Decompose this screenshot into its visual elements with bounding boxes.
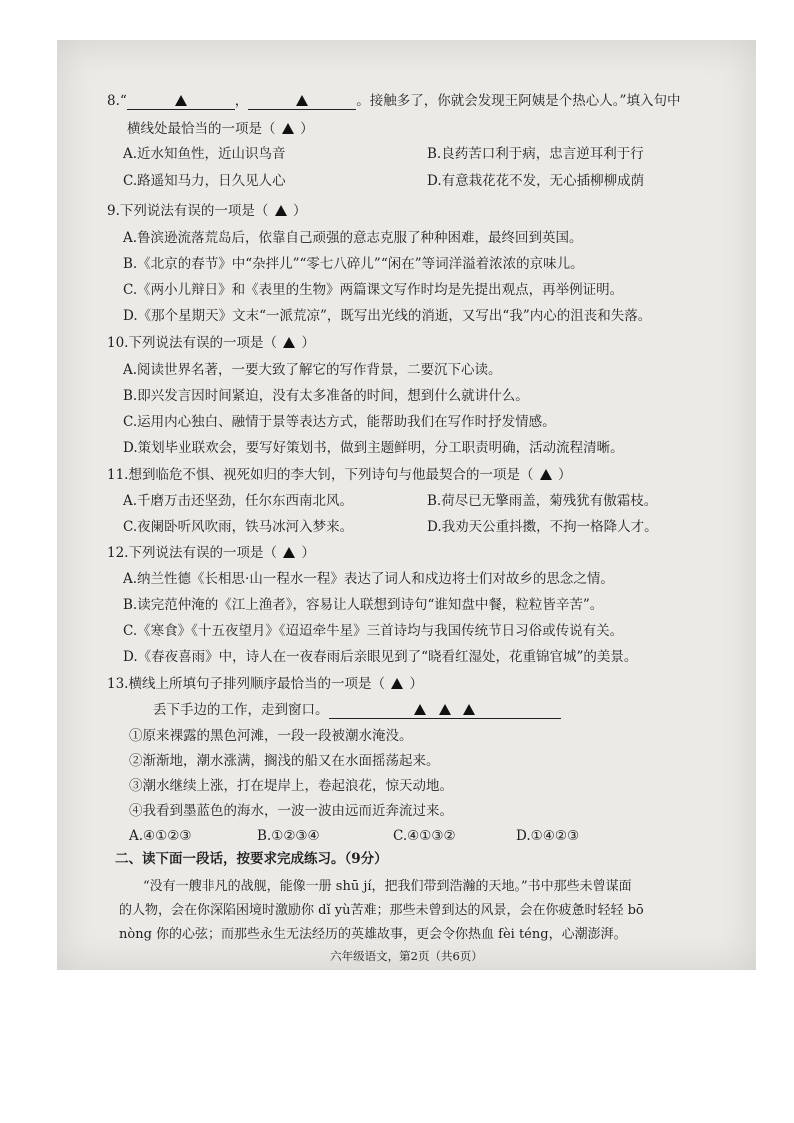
q11-option-d: D.我劝天公重抖擞，不拘一格降人才。 [427, 519, 658, 535]
q12-option-c: C.《寒食》《十五夜望月》《迢迢牵牛星》三首诗均与我国传统节日习俗或传说有关。 [123, 623, 624, 639]
triangle-icon [414, 704, 426, 715]
q10-option-c: C.运用内心独白、融情于景等表达方式，能帮助我们在写作时抒发情感。 [123, 414, 556, 430]
triangle-icon [175, 95, 187, 106]
q13-option-b: B.①②③④ [257, 828, 320, 844]
triangle-icon [296, 95, 308, 106]
section2-heading: 二、读下面一段话，按要求完成练习。（9分） [115, 851, 388, 867]
triangle-icon [463, 704, 475, 715]
q9-option-a: A.鲁滨逊流落荒岛后，依靠自己顽强的意志克服了种种困难，最终回到英国。 [123, 230, 583, 246]
q10-option-d: D.策划毕业联欢会，要写好策划书，做到主题鲜明，分工职责明确，活动流程清晰。 [123, 440, 624, 456]
q13-sentence-1: ①原来裸露的黑色河滩，一段一段被潮水淹没。 [129, 728, 413, 744]
q11-option-b: B.荷尽已无擎雨盖，菊残犹有傲霜枝。 [427, 493, 658, 509]
q13-option-c: C.④①③② [393, 828, 456, 844]
q13-sentence-3: ③潮水继续上涨，打在堤岸上，卷起浪花，惊天动地。 [129, 778, 453, 794]
q9-stem: 9.下列说法有误的一项是（ ） [107, 203, 307, 219]
q12-option-b: B.读完范仲淹的《江上渔者》，容易让人联想到诗句“谁知盘中餐，粒粒皆辛苦”。 [123, 597, 604, 613]
page-content [57, 40, 756, 970]
q12-stem: 12.下列说法有误的一项是（ ） [107, 545, 316, 561]
q8-option-d: D.有意栽花花不发，无心插柳柳成荫 [427, 173, 645, 189]
q12-option-a: A.纳兰性德《长相思·山一程水一程》表达了词人和戍边将士们对故乡的思念之情。 [123, 571, 614, 587]
q10-stem: 10.下列说法有误的一项是（ ） [107, 335, 316, 351]
q8-stem-2: 横线处最恰当的一项是（ ） [127, 121, 314, 137]
q11-option-c: C.夜阑卧听风吹雨，铁马冰河入梦来。 [123, 519, 354, 535]
q13-sentence-4: ④我看到墨蓝色的海水，一波一波由远而近奔流过来。 [129, 803, 453, 819]
section2-paragraph-line-1: “没有一艘非凡的战舰，能像一册 shū jí，把我们带到浩瀚的天地。”书中那些未曾谋面 [143, 879, 632, 894]
q13-sentence-2: ②渐渐地，潮水涨满，搁浅的船又在水面摇荡起来。 [129, 753, 440, 769]
q8-suffix: 。接触多了，你就会发现王阿姨是个热心人。”填入句中 [356, 93, 681, 109]
q8-option-a: A.近水知鱼性，近山识鸟音 [123, 146, 286, 162]
q8-blank-2 [248, 93, 356, 110]
page-footer: 六年级语文，第2页（共6页） [330, 949, 483, 963]
q8-blank-1 [127, 93, 235, 110]
q13-stem: 13.横线上所填句子排列顺序最恰当的一项是（ ） [107, 676, 424, 692]
q13-lead: 丢下手边的工作，走到窗口。 [153, 701, 561, 719]
triangle-icon [275, 205, 287, 216]
q8-stem [107, 92, 680, 110]
exam-page [57, 40, 756, 970]
triangle-icon [540, 469, 552, 480]
q11-stem: 11.想到临危不惧、视死如归的李大钊，下列诗句与他最契合的一项是（ ） [107, 467, 572, 483]
q12-option-d: D.《春夜喜雨》中，诗人在一夜春雨后亲眼见到了“晓看红湿处，花重锦官城”的美景。 [123, 649, 638, 665]
q9-option-c: C.《两小儿辩日》和《表里的生物》两篇课文写作时均是先提出观点，再举例证明。 [123, 282, 624, 298]
q13-blank [329, 702, 561, 719]
q9-option-d: D.《那个星期天》文末“一派荒凉”，既写出光线的消逝，又写出“我”内心的沮丧和失落。 [123, 308, 652, 324]
q8-option-b: B.良药苦口利于病，忠言逆耳利于行 [427, 146, 644, 162]
q8-option-c: C.路遥知马力，日久见人心 [123, 173, 286, 189]
section2-paragraph-line-2: 的人物，会在你深陷困境时激励你 dǐ yù苦难；那些未曾到达的风景，会在你疲惫时轻轻 bō [119, 903, 644, 918]
q13-option-d: D.①④②③ [516, 828, 580, 844]
q13-option-a: A.④①②③ [129, 828, 192, 844]
q11-option-a: A.千磨万击还坚劲，任尔东西南北风。 [123, 493, 354, 509]
q10-option-a: A.阅读世界名著，一要大致了解它的写作背景，二要沉下心读。 [123, 362, 502, 378]
triangle-icon [283, 337, 295, 348]
q10-option-b: B.即兴发言因时间紧迫，没有太多准备的时间，想到什么就讲什么。 [123, 388, 529, 404]
q9-option-b: B.《北京的春节》中“杂拌儿”“零七八碎儿”“闲在”等词洋溢着浓浓的京味儿。 [123, 256, 584, 272]
section2-paragraph-line-3: nòng 你的心弦；而那些永生无法经历的英雄故事，更会令你热血 fèi téng，心潮澎湃。 [119, 927, 627, 942]
q8-prefix: 8.“ [107, 93, 127, 109]
triangle-icon [439, 704, 451, 715]
triangle-icon [283, 547, 295, 558]
triangle-icon [391, 678, 403, 689]
q8-sep: ， [234, 93, 249, 109]
triangle-icon [282, 123, 294, 134]
